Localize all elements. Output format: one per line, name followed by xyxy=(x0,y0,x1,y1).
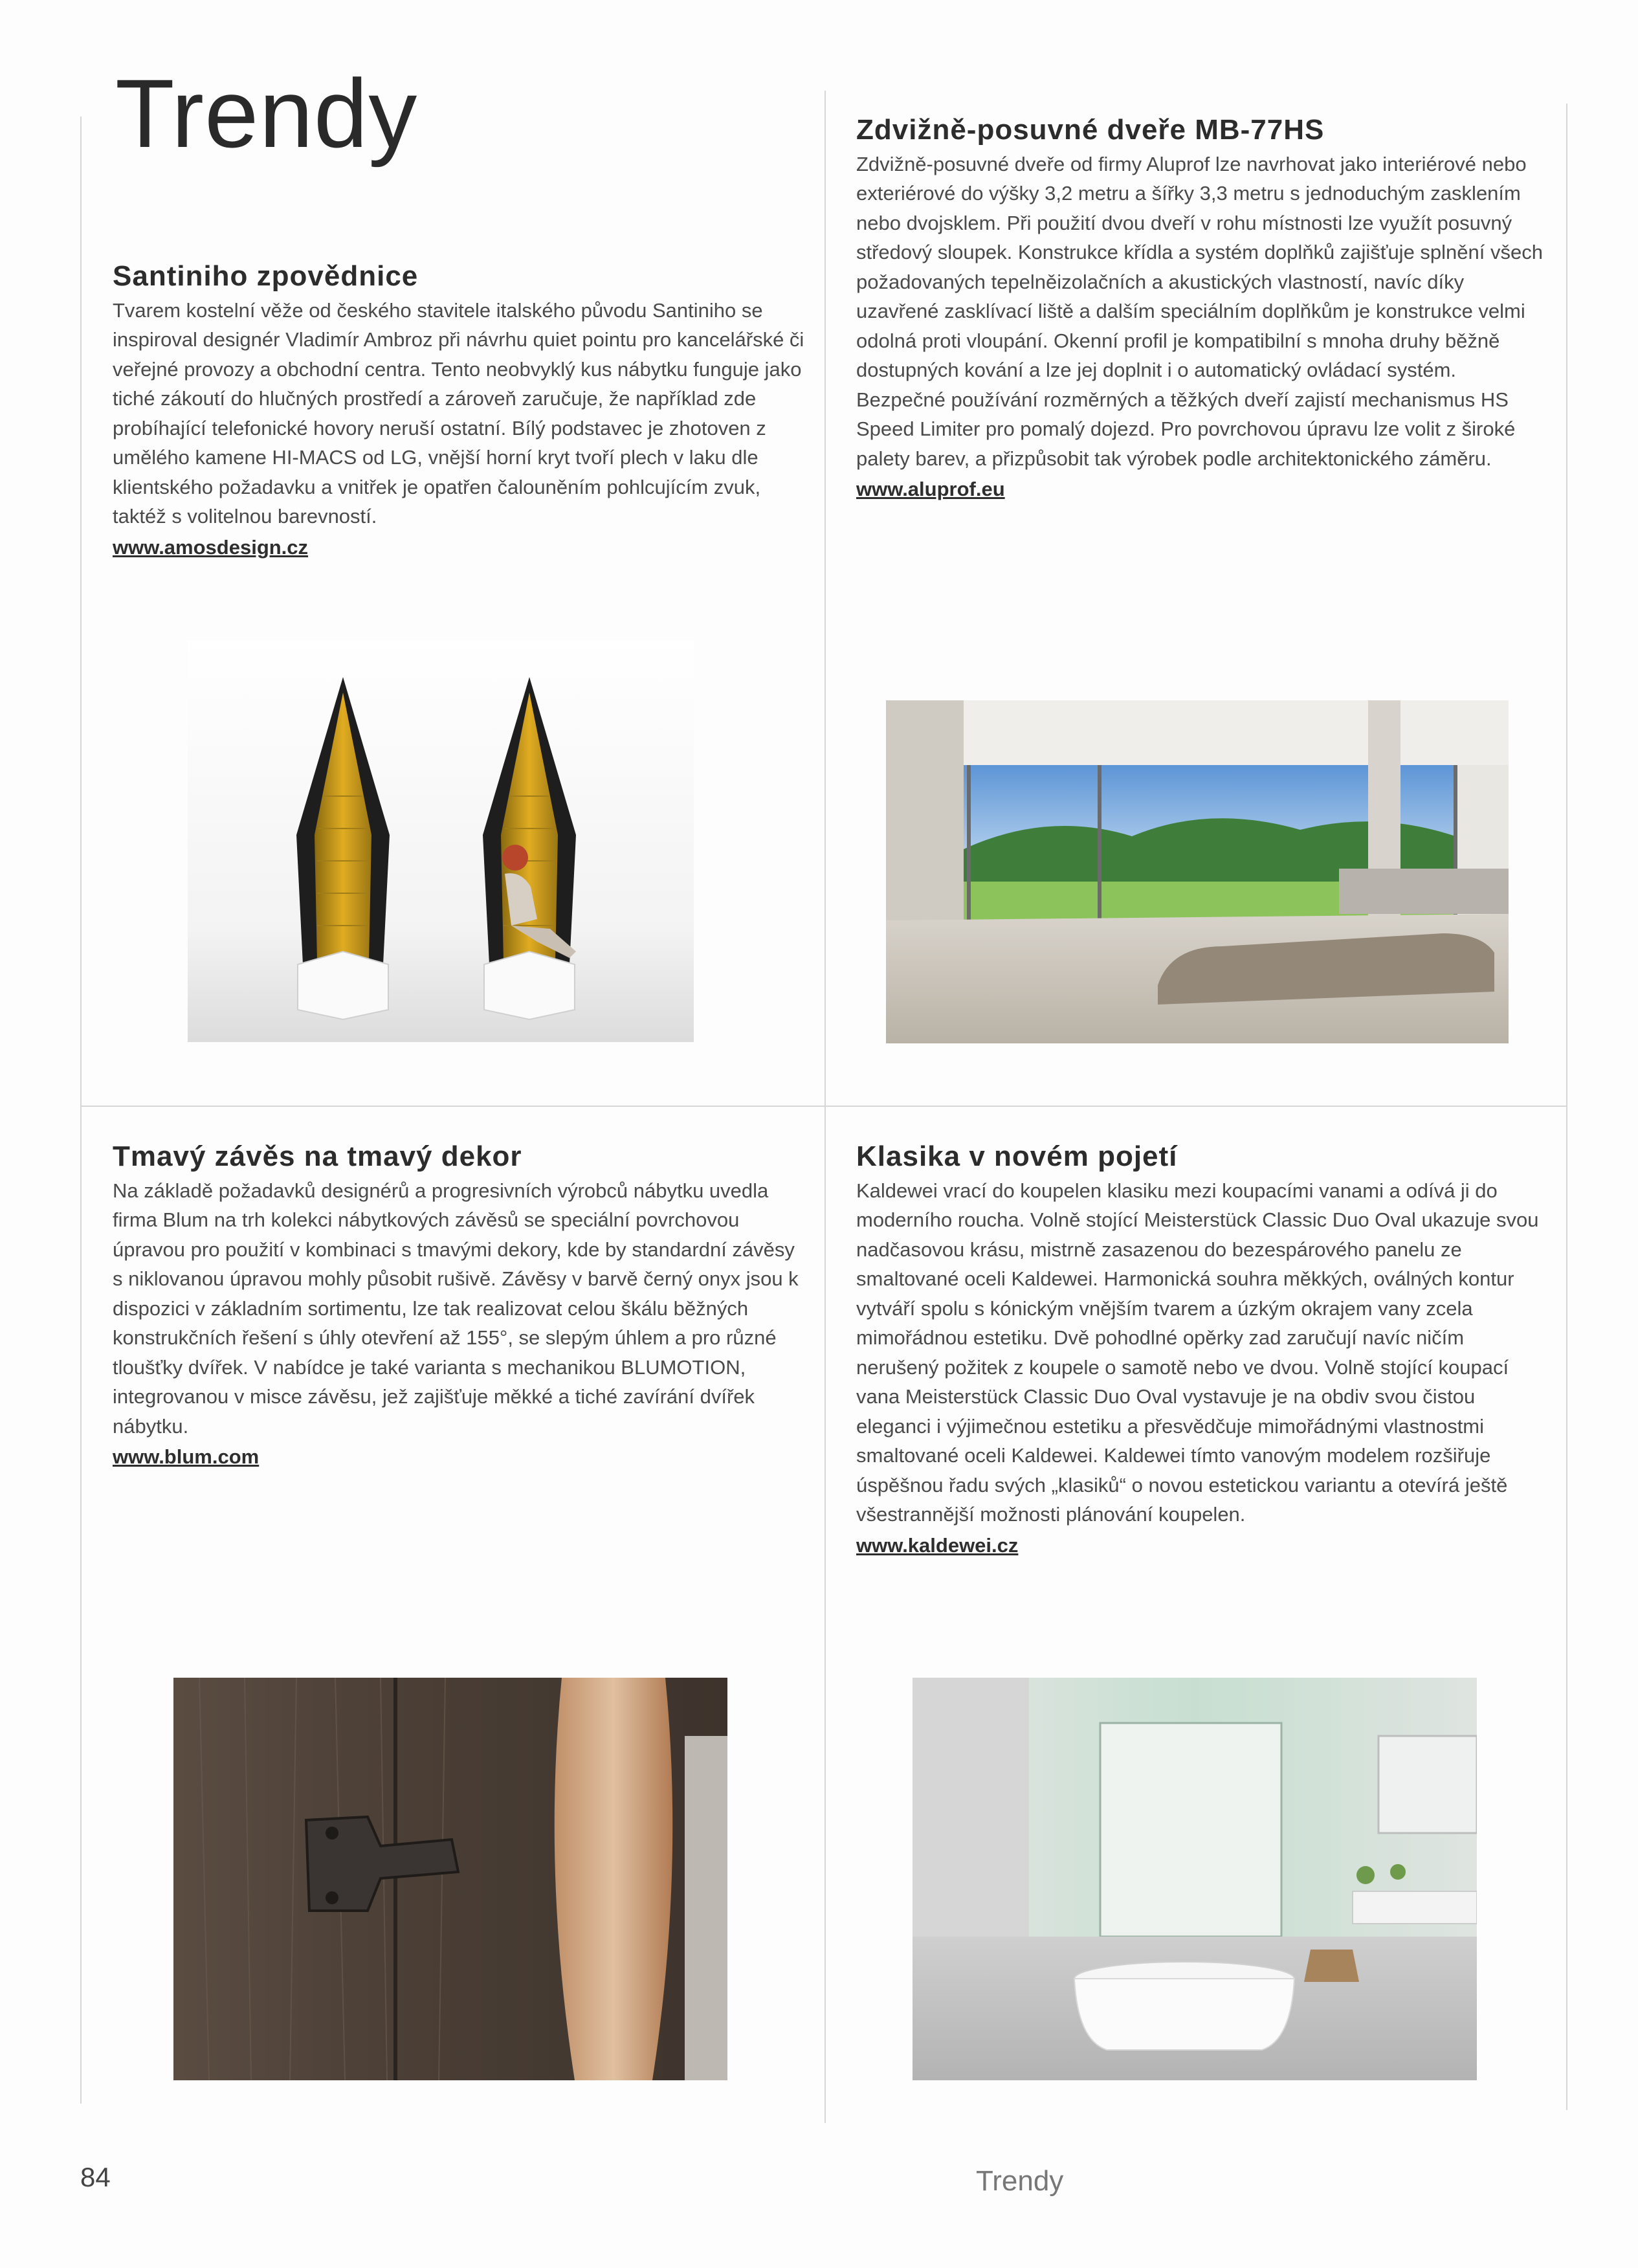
photo-blum-hinge xyxy=(173,1678,727,2080)
article-link[interactable]: www.kaldewei.cz xyxy=(856,1533,1019,1557)
article-aluprof xyxy=(856,114,1549,504)
left-border xyxy=(80,117,82,2104)
article-blum xyxy=(113,1140,805,1471)
article-link[interactable]: www.amosdesign.cz xyxy=(113,535,309,559)
article-body: Na základě požadavků designérů a progresivních výrobců nábytku uvedla firma Blum na trh kolekci nábytkových závěsů se speciální povrchovou úpravou pro použití v kombinaci s tmavými dekory, kde by standardní závěsy s niklovanou úpravou mohly působit rušivě. Závěsy v barvě černý onyx jsou k dispozici v základním sortimentu, lze tak realizovat celou škálu běžných konstrukčních řešení s úhly otevření až 155°, se slepým úhlem a pro různé tloušťky dvířek. V nabídce je také varianta s mechanikou BLUMOTION, integrovanou v misce závěsu, jež zajišťuje měkké a tiché zavírání dvířek nábytku. xyxy=(113,1179,799,1438)
photo-santini-booths xyxy=(188,641,694,1042)
article-title: Santiniho zpovědnice xyxy=(113,260,419,292)
right-border xyxy=(1566,104,1567,2110)
photo-kaldewei-bath xyxy=(913,1678,1477,2080)
running-footer: Trendy xyxy=(976,2165,1064,2197)
article-link[interactable]: www.blum.com xyxy=(113,1445,260,1469)
page-number: 84 xyxy=(80,2162,111,2192)
article-title: Zdvižně-posuvné dveře MB-77HS xyxy=(856,114,1325,146)
article-santini xyxy=(113,260,805,562)
column-divider xyxy=(825,91,826,2123)
article-body: Tvarem kostelní věže od českého stavitele italského původu Santiniho se inspiroval designér Vladimír Ambroz při návrhu quiet pointu pro kancelářské či veřejné provozy a obchodní centra. Tento neobvyklý kus nábytku funguje jako tiché zákoutí do hlučných prostředí a zároveň zaručuje, že například zde probíhající telefonické hovory neruší ostatní. Bílý podstavec je zhotoven z umělého kamene HI-MACS od LG, vnější horní kryt tvoří plech v laku dle klientského požadavku a vnitřek je opatřen čalouněním pohlcujícím zvuk, taktéž s volitelnou barevností. xyxy=(113,298,804,528)
article-title: Tmavý závěs na tmavý dekor xyxy=(113,1140,522,1172)
photo-sliding-doors xyxy=(886,700,1509,1043)
article-body: Zdvižně-posuvné dveře od firmy Aluprof lze navrhovat jako interiérové nebo exteriérové do výšky 3,2 metru a šířky 3,3 metru s jednoduchým zasklením nebo dvojsklem. Při použití dvou dveří v rohu místnosti lze využít posuvný středový sloupek. Konstrukce křídla a systém doplňků zajišťuje splnění všech požadovaných tepelněizolačních a akustických vlastností, navíc díky uzavřené zasklívací liště a dalším speciálním doplňkům je konstrukce velmi odolná proti vloupání. Okenní profil je kompatibilní s mnoha druhy běžně dostupných kování a lze jej doplnit i o automatický ovládací systém. Bezpečné používání rozměrných a těžkých dveří zajistí mechanismus HS Speed Limiter pro pomalý dojezd. Pro povrchovou úpravu lze volit z široké palety barev, a přizpůsobit tak výrobek podle architektonického záměru. xyxy=(856,152,1543,470)
article-link[interactable]: www.aluprof.eu xyxy=(856,478,1005,501)
article-kaldewei xyxy=(856,1140,1549,1560)
article-title: Klasika v novém pojetí xyxy=(856,1140,1178,1172)
row-divider xyxy=(80,1106,1567,1107)
article-body: Kaldewei vrací do koupelen klasiku mezi koupacími vanami a odívá ji do moderního roucha. Volně stojící Meisterstück Classic Duo Oval ukazuje svou nadčasovou krásu, mistrně zasazenou do bezespárového panelu ze smaltované oceli Kaldewei. Harmonická souhra měkkých, oválných kontur vytváří spolu s kónickým vnějším tvarem a úzkým okrajem vany zcela mimořádnou estetiku. Dvě pohodlné opěrky zad zaručují navíc ničím nerušený požitek z koupele o samotě nebo ve dvou. Volně stojící koupací vana Meisterstück Classic Duo Oval vystavuje je na obdiv svou čistou eleganci i výjimečnou estetiku a přesvědčuje mimořádnými vlastnostmi smaltované oceli Kaldewei. Kaldewei tímto vanovým modelem rozšiřuje úspěšnou řadu svých „klasiků“ o novou estetickou variantu a otevírá ještě všestrannější možnosti plánování koupelen. xyxy=(856,1179,1539,1526)
page-title: Trendy xyxy=(115,59,418,168)
